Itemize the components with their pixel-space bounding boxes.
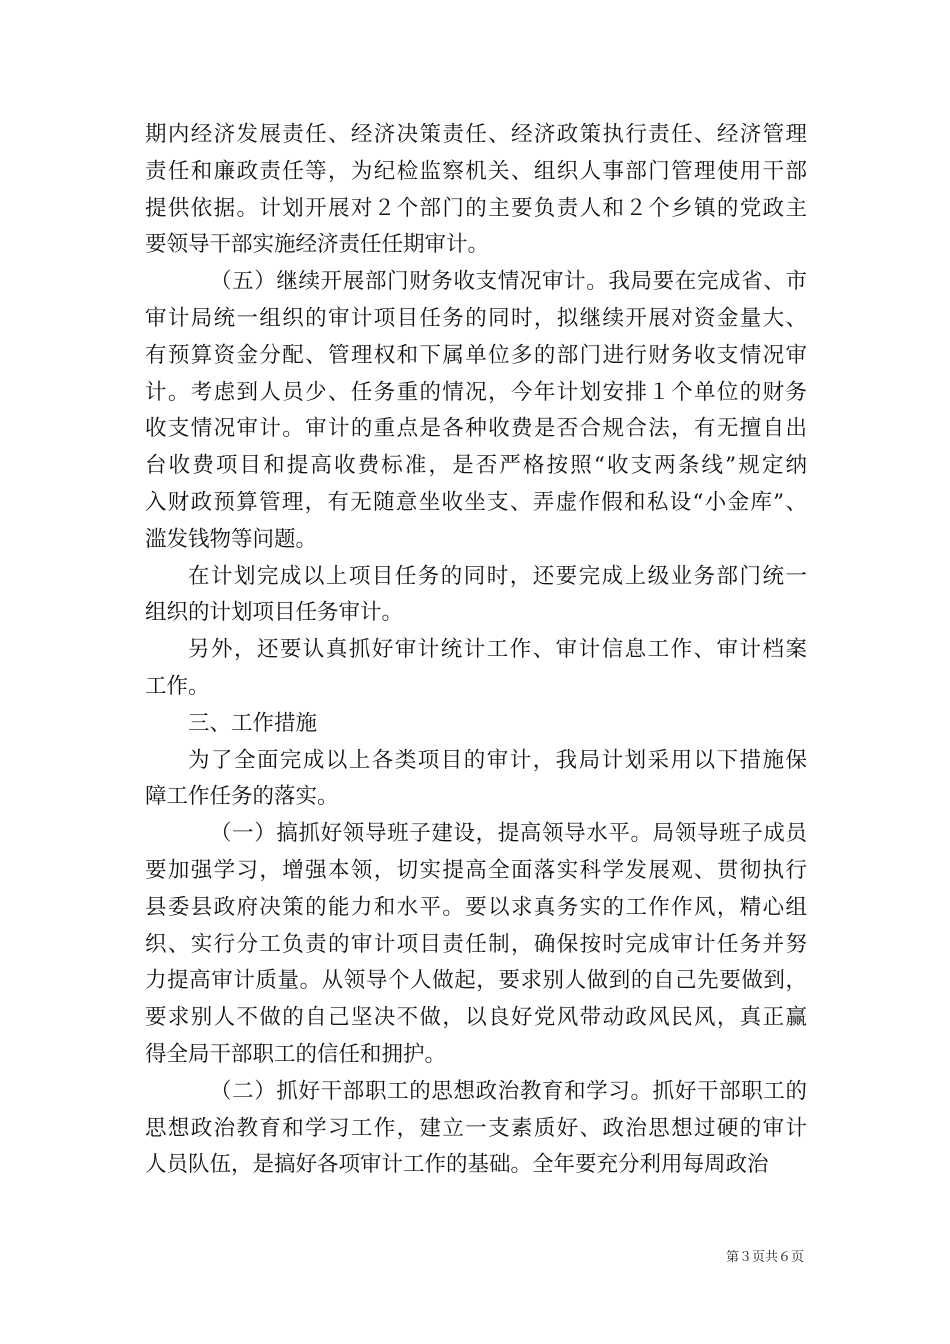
text-line: 审计局统一组织的审计项目任务的同时，拟继续开展对资金量大、: [145, 305, 807, 331]
text-line: 为了全面完成以上各类项目的审计，我局计划采用以下措施保: [188, 747, 807, 773]
text-line: 责任和廉政责任等，为纪检监察机关、组织人事部门管理使用干部: [145, 158, 807, 184]
paragraph: [145, 1074, 807, 1184]
paragraph: [145, 632, 807, 706]
paragraph: [145, 559, 807, 633]
text-line: 入财政预算管理，有无随意坐收坐支、弄虚作假和私设“小金库”、: [145, 489, 807, 515]
text-line: 工作。: [145, 673, 210, 699]
text-line: （二）抓好干部职工的思想政治教育和学习。抓好干部职工的: [210, 1078, 807, 1104]
paragraph: [145, 264, 807, 558]
text-line: 提供依据。计划开展对２个部门的主要负责人和２个乡镇的党政主: [145, 195, 807, 221]
paragraph: [145, 816, 807, 1074]
paragraph: [145, 743, 807, 817]
text-line: 三、工作措施: [188, 710, 318, 736]
text-line: 力提高审计质量。从领导个人做起，要求别人做到的自己先要做到，: [145, 968, 807, 994]
text-line: 要求别人不做的自己坚决不做，以良好党风带动政风民风，真正赢: [145, 1005, 807, 1031]
text-line: 要领导干部实施经济责任任期审计。: [145, 232, 490, 258]
page-number: 第３页共６页: [725, 1250, 804, 1265]
text-line: （一）搞抓好领导班子建设，提高领导水平。局领导班子成员: [210, 821, 807, 847]
paragraph: [145, 117, 807, 264]
text-line: 滥发钱物等问题。: [145, 526, 318, 552]
text-line: 得全局干部职工的信任和拥护。: [145, 1041, 447, 1067]
text-line: 在计划完成以上项目任务的同时，还要完成上级业务部门统一: [188, 563, 807, 589]
text-line: 计。考虑到人员少、任务重的情况，今年计划安排１个单位的财务: [145, 379, 807, 405]
text-line: 期内经济发展责任、经济决策责任、经济政策执行责任、经济管理: [145, 122, 807, 147]
text-line: 另外，还要认真抓好审计统计工作、审计信息工作、审计档案: [188, 637, 807, 663]
document-body: [145, 117, 807, 1184]
text-line: 组织的计划项目任务审计。: [145, 600, 404, 626]
text-line: （五）继续开展部门财务收支情况审计。我局要在完成省、市: [210, 269, 807, 295]
text-line: 思想政治教育和学习工作，建立一支素质好、政治思想过硬的审计: [145, 1115, 807, 1141]
paragraph: [145, 706, 807, 743]
text-line: 人员队伍，是搞好各项审计工作的基础。全年要充分利用每周政治: [145, 1152, 769, 1178]
text-line: 要加强学习，增强本领，切实提高全面落实科学发展观、贯彻执行: [145, 857, 807, 883]
text-line: 收支情况审计。审计的重点是各种收费是否合规合法，有无擅自出: [145, 416, 807, 442]
text-line: 织、实行分工负责的审计项目责任制，确保按时完成审计任务并努: [145, 931, 807, 957]
text-line: 台收费项目和提高收费标准，是否严格按照“收支两条线”规定纳: [145, 453, 807, 479]
text-line: 有预算资金分配、管理权和下属单位多的部门进行财务收支情况审: [145, 342, 807, 368]
text-line: 县委县政府决策的能力和水平。要以求真务实的工作作风，精心组: [145, 894, 807, 920]
text-line: 障工作任务的落实。: [145, 784, 339, 810]
